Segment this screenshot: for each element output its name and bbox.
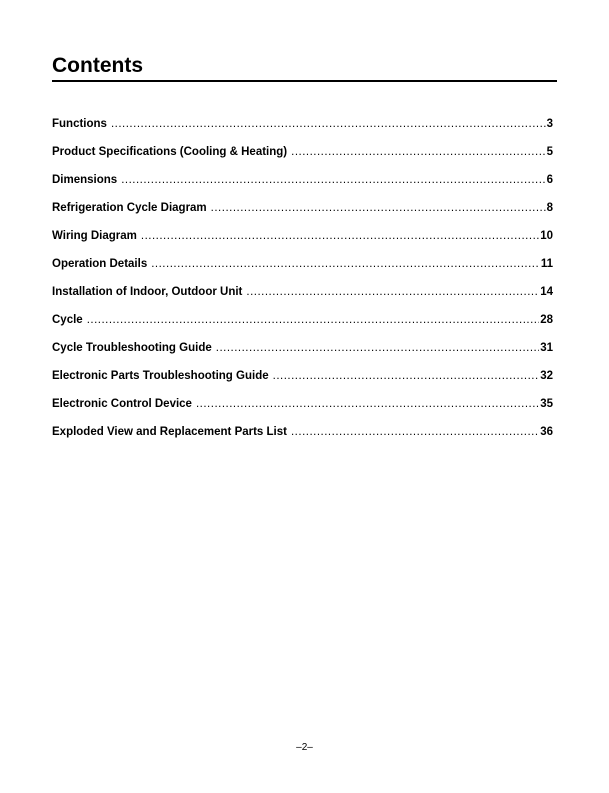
toc-entry-electronic-control-device[interactable] bbox=[52, 396, 553, 424]
toc-entry-operation-details[interactable] bbox=[52, 256, 553, 284]
dot-leader bbox=[87, 312, 540, 328]
dot-leader bbox=[141, 228, 539, 244]
toc-entry-page: 35 bbox=[540, 398, 553, 410]
dot-leader bbox=[151, 256, 540, 272]
toc-entry-functions[interactable] bbox=[52, 116, 553, 144]
dot-leader bbox=[246, 284, 539, 300]
dot-leader bbox=[291, 424, 539, 440]
toc-entry-page: 10 bbox=[540, 230, 553, 242]
dot-leader bbox=[111, 116, 546, 132]
dot-leader bbox=[121, 172, 545, 188]
title-divider bbox=[52, 80, 557, 82]
toc-entry-label: Wiring Diagram bbox=[52, 230, 137, 242]
table-of-contents bbox=[52, 116, 553, 452]
dot-leader bbox=[211, 200, 546, 216]
toc-entry-page: 14 bbox=[540, 286, 553, 298]
toc-entry-page: 11 bbox=[540, 258, 553, 270]
toc-entry-page: 31 bbox=[540, 342, 553, 354]
toc-entry-page: 3 bbox=[546, 118, 553, 130]
toc-entry-cycle-troubleshooting[interactable] bbox=[52, 340, 553, 368]
dot-leader bbox=[273, 368, 540, 384]
toc-entry-page: 32 bbox=[540, 370, 553, 382]
toc-entry-page: 8 bbox=[546, 202, 553, 214]
toc-entry-label: Cycle Troubleshooting Guide bbox=[52, 342, 212, 354]
toc-entry-wiring-diagram[interactable] bbox=[52, 228, 553, 256]
toc-entry-electronic-parts-troubleshooting[interactable] bbox=[52, 368, 553, 396]
toc-entry-page: 5 bbox=[546, 146, 553, 158]
toc-entry-cycle[interactable] bbox=[52, 312, 553, 340]
toc-entry-label: Cycle bbox=[52, 314, 83, 326]
toc-entry-page: 28 bbox=[540, 314, 553, 326]
dot-leader bbox=[196, 396, 539, 412]
page-number: –2– bbox=[296, 742, 313, 753]
toc-entry-page: 6 bbox=[546, 174, 553, 186]
toc-entry-label: Installation of Indoor, Outdoor Unit bbox=[52, 286, 243, 298]
toc-entry-label: Exploded View and Replacement Parts List bbox=[52, 426, 287, 438]
toc-entry-label: Electronic Parts Troubleshooting Guide bbox=[52, 370, 269, 382]
toc-entry-label: Dimensions bbox=[52, 174, 118, 186]
dot-leader bbox=[291, 144, 545, 160]
dot-leader bbox=[216, 340, 539, 356]
toc-entry-label: Electronic Control Device bbox=[52, 398, 192, 410]
toc-entry-label: Functions bbox=[52, 118, 107, 130]
toc-entry-refrigeration-cycle-diagram[interactable] bbox=[52, 200, 553, 228]
toc-entry-installation[interactable] bbox=[52, 284, 553, 312]
toc-entry-label: Operation Details bbox=[52, 258, 148, 270]
toc-entry-exploded-view[interactable] bbox=[52, 424, 553, 452]
toc-entry-dimensions[interactable] bbox=[52, 172, 553, 200]
page-title: Contents bbox=[52, 54, 143, 77]
toc-entry-label: Product Specifications (Cooling & Heating) bbox=[52, 146, 288, 158]
toc-entry-page: 36 bbox=[540, 426, 553, 438]
toc-entry-label: Refrigeration Cycle Diagram bbox=[52, 202, 207, 214]
toc-entry-product-specifications[interactable] bbox=[52, 144, 553, 172]
